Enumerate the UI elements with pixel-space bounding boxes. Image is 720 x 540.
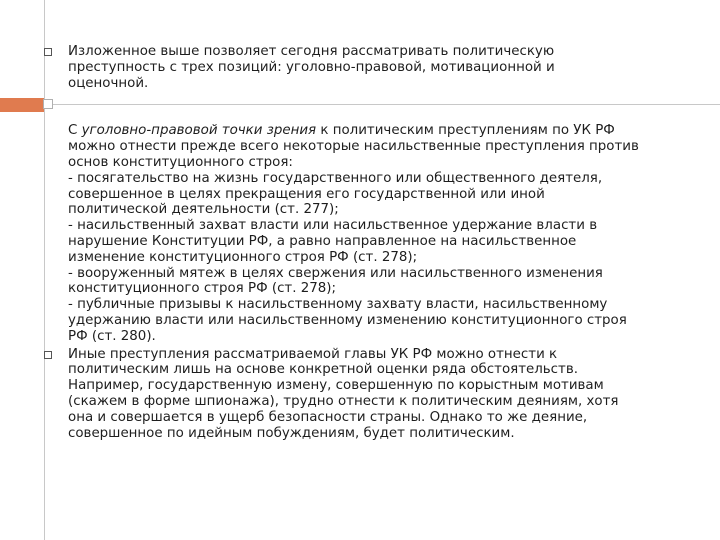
text-line: - посягательство на жизнь государственного или общественного деятеля, [68,170,603,186]
text-line: (скажем в форме шпионажа), трудно отнести к политическим деяниям, хотя [68,393,619,409]
text-suffix: к политическим преступлениям по УК РФ [316,123,615,139]
square-bullet-icon [44,48,52,56]
text-line: - вооруженный мятеж в целях свержения или насильственного изменения [68,265,603,281]
text-line: политическим лишь на основе конкретной оценки ряда обстоятельств. [68,362,578,378]
text-line: можно отнести прежде всего некоторые насильственные преступления против [68,139,639,155]
text-line: конституционного строя РФ (ст. 278); [68,281,337,297]
list-item [44,123,684,344]
text-line: удержанию власти или насильственному изменению конституционного строя [68,312,627,328]
text-line: Например, государственную измену, совершенную по корыстным мотивам [68,378,604,394]
text-line: Изложенное выше позволяет сегодня рассматривать политическую [68,44,555,59]
text-line: - публичные призывы к насильственному захвату власти, насильственному [68,297,608,313]
square-bullet-icon [44,351,52,359]
text-line: нарушение Конституции РФ, а равно направленное на насильственное [68,233,577,249]
text-line: изменение конституционного строя РФ (ст. 278); [68,249,418,265]
text-line: Иные преступления рассматриваемой главы УК РФ можно отнести к [68,346,558,362]
text-prefix: С [68,123,82,139]
text-line: совершенное в целях прекращения его государственной или иной [68,186,545,202]
text-line: - насильственный захват власти или насильственное удержание власти в [68,218,598,234]
text-line: оценочной. [68,75,149,91]
emphasis-text: уголовно-правовой точки зрения [81,123,317,139]
text-line: преступность с трех позиций: уголовно-правовой, мотивационной и [68,59,555,75]
text-line: основ конституционного строя: [68,154,293,170]
text-line [68,123,684,139]
list-item [44,44,684,91]
list-item [44,347,684,442]
text-line: РФ (ст. 280). [68,328,156,344]
text-line: совершенное по идейным побуждениям, будет политическим. [68,425,515,441]
accent-bar [0,98,44,112]
text-line: она и совершается в ущерб безопасности страны. Однако то же деяние, [68,409,588,425]
text-line: политической деятельности (ст. 277); [68,202,339,218]
bullet-list [44,44,684,441]
